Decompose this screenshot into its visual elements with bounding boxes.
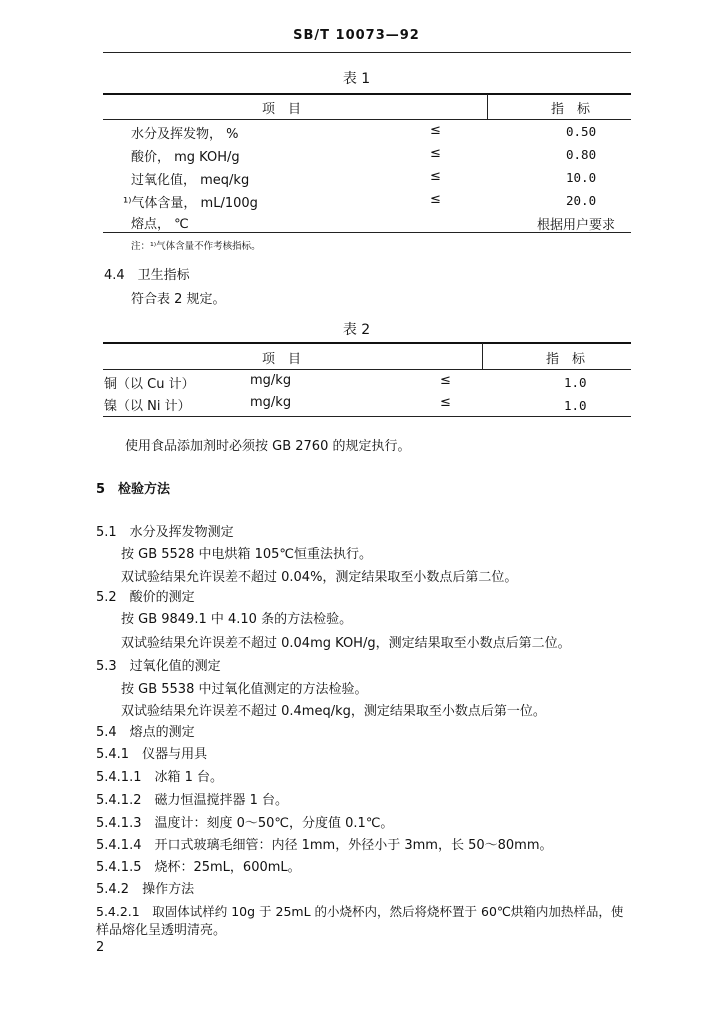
table2-header-item: 项 目 xyxy=(262,352,302,367)
table1-row-op: ≤ xyxy=(430,146,441,161)
table1-row-value: 20.0 xyxy=(566,193,597,208)
table2-top-rule xyxy=(103,342,631,344)
instrument-item: 5.4.1.4 开口式玻璃毛细管：内径 1mm，外径小于 3mm，长 50～80mm。 xyxy=(96,838,553,853)
table1-row-value: 根据用户要求 xyxy=(537,218,616,233)
instrument-item: 5.4.1.2 磁力恒温搅拌器 1 台。 xyxy=(96,793,289,808)
instrument-item: 5.4.1.3 温度计：刻度 0～50℃，分度值 0.1℃。 xyxy=(96,816,394,831)
table2-header-index: 指 标 xyxy=(546,352,586,367)
table2-row-name: 铜（以 Cu 计） xyxy=(104,377,195,392)
table1-row-value: 0.50 xyxy=(566,124,597,139)
table2-caption: 表 2 xyxy=(342,322,371,338)
table2-row-op: ≤ xyxy=(440,395,451,410)
table2-row-value: 1.0 xyxy=(564,375,587,390)
section-5-title: 5 检验方法 xyxy=(96,482,171,497)
table1-row-name: 熔点， ℃ xyxy=(131,217,189,232)
table1-caption: 表 1 xyxy=(342,71,371,87)
table2-row-value: 1.0 xyxy=(564,398,587,413)
table1-row-name: 水分及挥发物， % xyxy=(131,127,239,142)
table2-row-name: 镍（以 Ni 计） xyxy=(104,399,191,414)
instrument-item: 5.4.1.5 烧杯：25mL，600mL。 xyxy=(96,860,301,875)
table1-header-rule xyxy=(103,119,631,120)
table1-row-name: 酸价， mg KOH/g xyxy=(131,150,240,165)
section-5-2-line: 按 GB 9849.1 中 4.10 条的方法检验。 xyxy=(121,612,353,627)
table1-row-value: 0.80 xyxy=(566,147,597,162)
operation-line: 5.4.2.1 取固体试样约 10g 于 25mL 的小烧杯内，然后将烧杯置于 60℃烘箱内加热样品，使 xyxy=(96,904,624,919)
additive-text: 使用食品添加剂时必须按 GB 2760 的规定执行。 xyxy=(125,439,411,454)
table1-row-op: ≤ xyxy=(430,192,441,207)
table1-row-op: ≤ xyxy=(430,169,441,184)
section-5-1-line: 按 GB 5528 中电烘箱 105℃恒重法执行。 xyxy=(121,547,373,562)
section-5-3-line: 双试验结果允许误差不超过 0.4meq/kg，测定结果取至小数点后第一位。 xyxy=(121,704,546,719)
table1-header-index: 指 标 xyxy=(551,102,591,117)
table1-row-name: ¹⁾气体含量， mL/100g xyxy=(123,196,258,211)
section-5-1-line: 双试验结果允许误差不超过 0.04%，测定结果取至小数点后第二位。 xyxy=(121,570,518,585)
document-code: SB/T 10073—92 xyxy=(293,28,420,43)
section-5-2-title: 5.2 酸价的测定 xyxy=(96,590,195,605)
section-5-1-title: 5.1 水分及挥发物测定 xyxy=(96,525,234,540)
section-5-2-line: 双试验结果允许误差不超过 0.04mg KOH/g，测定结果取至小数点后第二位。 xyxy=(121,636,571,651)
section-5-3-title: 5.3 过氧化值的测定 xyxy=(96,659,221,674)
table2-row-op: ≤ xyxy=(440,373,451,388)
instrument-item: 5.4.1.1 冰箱 1 台。 xyxy=(96,770,224,785)
table1-row-name: 过氧化值， meq/kg xyxy=(131,173,250,188)
table1-header-divider xyxy=(487,94,488,119)
section-4-4-text: 符合表 2 规定。 xyxy=(131,292,226,307)
table2-header-divider xyxy=(482,343,483,369)
table2-row-unit: mg/kg xyxy=(250,373,292,388)
table1-top-rule xyxy=(103,93,631,95)
table2-row-unit: mg/kg xyxy=(250,395,292,410)
table2-header-rule xyxy=(103,369,631,370)
table1-bottom-rule xyxy=(103,232,631,233)
table1-row-op: ≤ xyxy=(430,123,441,138)
page-number: 2 xyxy=(96,940,105,955)
header-rule xyxy=(103,52,631,53)
section-5-4-1-title: 5.4.1 仪器与用具 xyxy=(96,747,208,762)
table1-row-value: 10.0 xyxy=(566,170,597,185)
table2-bottom-rule xyxy=(103,416,631,417)
section-5-3-line: 按 GB 5538 中过氧化值测定的方法检验。 xyxy=(121,682,368,697)
operation-line: 样品熔化呈透明清亮。 xyxy=(96,923,227,938)
section-5-4-2-title: 5.4.2 操作方法 xyxy=(96,882,195,897)
table1-header-item: 项 目 xyxy=(262,102,302,117)
section-4-4-title: 4.4 卫生指标 xyxy=(104,268,190,283)
table1-footnote: 注：¹⁾气体含量不作考核指标。 xyxy=(131,241,261,252)
section-5-4-title: 5.4 熔点的测定 xyxy=(96,725,195,740)
